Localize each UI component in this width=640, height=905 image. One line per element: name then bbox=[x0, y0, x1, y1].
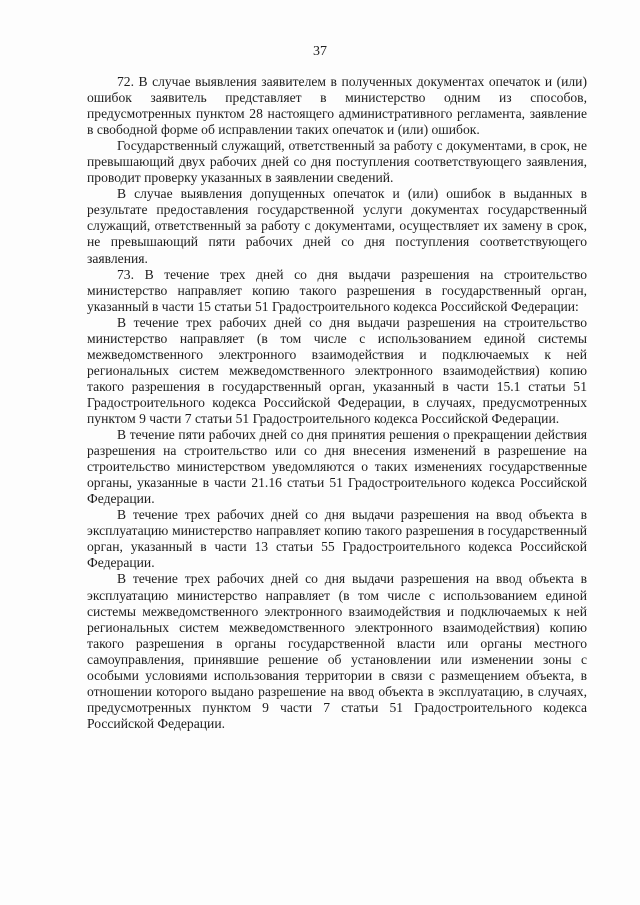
paragraph-commissioning-interagency: В течение трех рабочих дней со дня выдачи разрешения на ввод объекта в эксплуатацию министерство направляет (в том числе с использованием единой системы межведомственного электронного взаимодействия и подключаемых к ней региональных систем межведомственного электронного взаимодействия) копию такого разрешения в органы государственной власти или органы местного самоуправления, принявшие решение об установлении или изменении зоны с особыми условиями использования территории в связи с размещением объекта, в отношении которого выдано разрешение на ввод объекта в эксплуатацию, в случаях, предусмотренных пунктом 9 части 7 статьи 51 Градостроительного кодекса Российской Федерации. bbox=[87, 571, 587, 731]
paragraph-interagency-copy: В течение трех рабочих дней со дня выдачи разрешения на строительство министерство направляет (в том числе с использованием единой системы межведомственного электронного взаимодействия и подключаемых к ней региональных систем межведомственного электронного взаимодействия) копию такого разрешения в государственный орган, указанный в части 15.1 статьи 51 Градостроительного кодекса Российской Федерации, в случаях, предусмотренных пунктом 9 части 7 статьи 51 Градостроительного кодекса Российской Федерации. bbox=[87, 314, 587, 426]
paragraph-verification: Государственный служащий, ответственный за работу с документами, в срок, не превышающий двух рабочих дней со дня поступления соответствующего заявления, проводит проверку указанных в заявлении сведений. bbox=[87, 138, 587, 186]
document-body bbox=[87, 74, 587, 732]
paragraph-commissioning-copy: В течение трех рабочих дней со дня выдачи разрешения на ввод объекта в эксплуатацию министерство направляет копию такого разрешения в государственный орган, указанный в части 13 статьи 55 Градостроительного кодекса Российской Федерации. bbox=[87, 507, 587, 571]
paragraph-document-replacement: В случае выявления допущенных опечаток и (или) ошибок в выданных в результате предоставления государственной услуги документах государственный служащий, ответственный за работу с документами, осуществляет их замену в срок, не превышающий пяти рабочих дней со дня поступления соответствующего заявления. bbox=[87, 186, 587, 266]
paragraph-73-permit-copy: 73. В течение трех дней со дня выдачи разрешения на строительство министерство направляет копию такого разрешения в государственный орган, указанный в части 15 статьи 51 Градостроительного кодекса Российской Федерации: bbox=[87, 266, 587, 314]
paragraph-72-correction-request: 72. В случае выявления заявителем в полученных документах опечаток и (или) ошибок заявитель представляет в министерство одним из способов, предусмотренных пунктом 28 настоящего административного регламента, заявление в свободной форме об исправлении таких опечаток и (или) ошибок. bbox=[87, 74, 587, 138]
page-number: 37 bbox=[313, 44, 327, 59]
paragraph-permit-termination: В течение пяти рабочих дней со дня принятия решения о прекращении действия разрешения на строительство или со дня внесения изменений в разрешение на строительство министерством уведомляются о таких изменениях государственные органы, указанные в части 21.16 статьи 51 Градостроительного кодекса Российской Федерации. bbox=[87, 427, 587, 507]
